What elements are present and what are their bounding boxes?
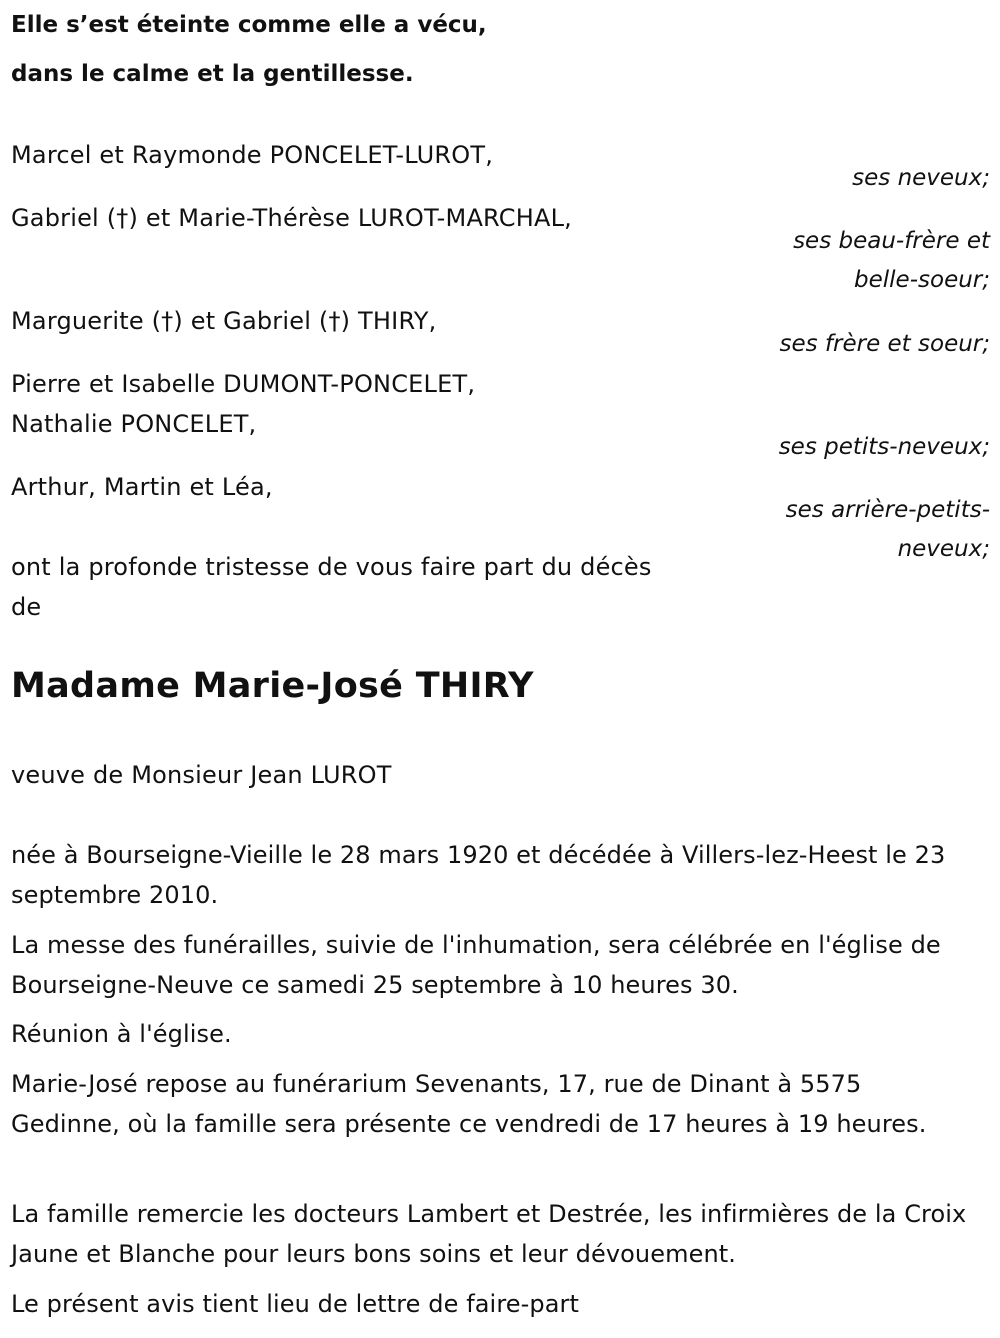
family-name-3: Marguerite (†) et Gabriel (†) THIRY, [11,307,437,335]
family-name-5: Arthur, Martin et Léa, [11,473,273,501]
meeting-paragraph: Réunion à l'église. [11,1020,232,1048]
family-role-2b: belle-soeur; [854,267,990,293]
notice-paragraph: Le présent avis tient lieu de lettre de faire-part [11,1290,580,1318]
family-role-1: ses neveux; [852,165,990,191]
deceased-name: Madame Marie-José THIRY [11,666,534,706]
family-role-2a: ses beau-frère et [793,228,990,254]
repose-paragraph: Marie-José repose au funérarium Sevenants, 17, rue de Dinant à 5575 Gedinne, où la famille sera présente ce vendredi de 17 heures à 19 heures. [11,1070,927,1138]
family-role-3: ses frère et soeur; [779,331,990,357]
family-role-4: ses petits-neveux; [778,434,990,460]
family-name-1: Marcel et Raymonde PONCELET-LUROT, [11,141,494,169]
family-name-4b: Nathalie PONCELET, [11,410,257,438]
widow-of: veuve de Monsieur Jean LUROT [11,761,392,789]
birth-death-paragraph: née à Bourseigne-Vieille le 28 mars 1920 et décédée à Villers-lez-Heest le 23 septembre 2010. [11,841,946,909]
family-name-4a: Pierre et Isabelle DUMONT-PONCELET, [11,370,476,398]
quote-line-2: dans le calme et la gentillesse. [11,61,414,87]
announcement-line-1: ont la profonde tristesse de vous faire part du décès [11,553,652,581]
funeral-paragraph: La messe des funérailles, suivie de l'inhumation, sera célébrée en l'église de Bourseigne-Neuve ce samedi 25 septembre à 10 heures 30. [11,931,941,999]
announcement-line-2: de [11,593,42,621]
family-role-5a: ses arrière-petits- [785,497,990,523]
thanks-paragraph: La famille remercie les docteurs Lambert et Destrée, les infirmières de la Croix Jaune et Blanche pour leurs bons soins et leur dévouement. [11,1200,967,1268]
quote-line-1: Elle s’est éteinte comme elle a vécu, [11,12,487,38]
family-name-2: Gabriel (†) et Marie-Thérèse LUROT-MARCHAL, [11,204,572,232]
family-role-5b: neveux; [897,536,990,562]
